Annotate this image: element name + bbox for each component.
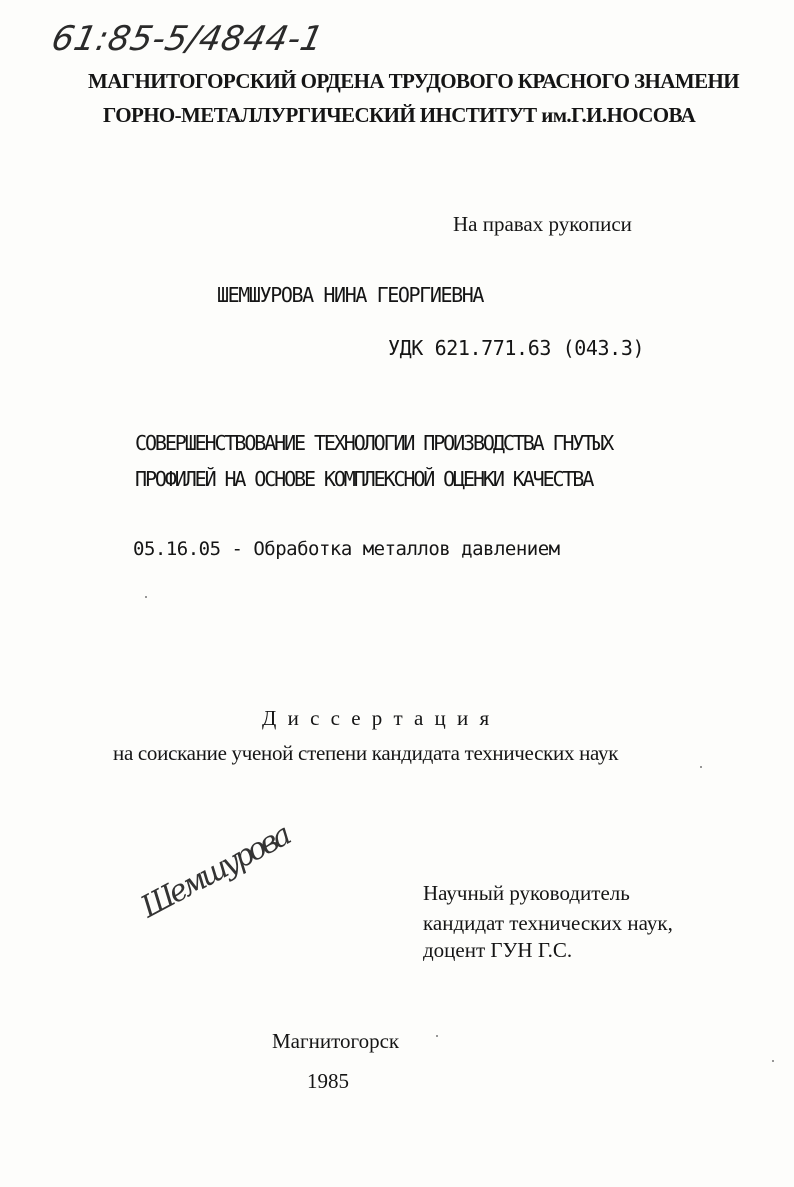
dissertation-title-line-1: СОВЕРШЕНСТВОВАНИЕ ТЕХНОЛОГИИ ПРОИЗВОДСТВА ГНУТЫХ bbox=[135, 431, 613, 455]
dissertation-purpose: на соискание ученой степени кандидата технических наук bbox=[113, 741, 619, 765]
institute-line-2: ГОРНО-МЕТАЛЛУРГИЧЕСКИЙ ИНСТИТУТ им.Г.И.НОСОВА bbox=[103, 103, 696, 127]
manuscript-note: На правах рукописи bbox=[453, 212, 632, 236]
supervisor-line-2: кандидат технических наук, bbox=[423, 911, 673, 935]
supervisor-line-3: доцент ГУН Г.С. bbox=[423, 938, 573, 962]
udc-code: УДК 621.771.63 (043.3) bbox=[388, 336, 645, 360]
city: Магнитогорск bbox=[272, 1029, 400, 1053]
scan-speck bbox=[145, 596, 147, 598]
institute-line-1: МАГНИТОГОРСКИЙ ОРДЕНА ТРУДОВОГО КРАСНОГО ЗНАМЕНИ bbox=[88, 69, 739, 93]
dissertation-label: Д и с с е р т а ц и я bbox=[262, 706, 493, 730]
archive-code-text: 61:85-5/4844-1 bbox=[48, 19, 327, 59]
handwritten-signature bbox=[135, 816, 308, 930]
dissertation-title-line-2: ПРОФИЛЕЙ НА ОСНОВЕ КОМПЛЕКСНОЙ ОЦЕНКИ КАЧЕСТВА bbox=[135, 467, 593, 491]
scan-speck bbox=[772, 1060, 774, 1062]
year: 1985 bbox=[307, 1069, 349, 1093]
scan-speck bbox=[700, 766, 702, 768]
author-name: ШЕМШУРОВА НИНА ГЕОРГИЕВНА bbox=[217, 283, 484, 307]
handwritten-archive-code bbox=[48, 8, 345, 64]
signature-text: Шемшурова bbox=[135, 816, 298, 926]
supervisor-line-1: Научный руководитель bbox=[423, 881, 630, 905]
specialty-code: 05.16.05 - Обработка металлов давлением bbox=[133, 538, 560, 560]
scan-speck bbox=[436, 1035, 438, 1037]
